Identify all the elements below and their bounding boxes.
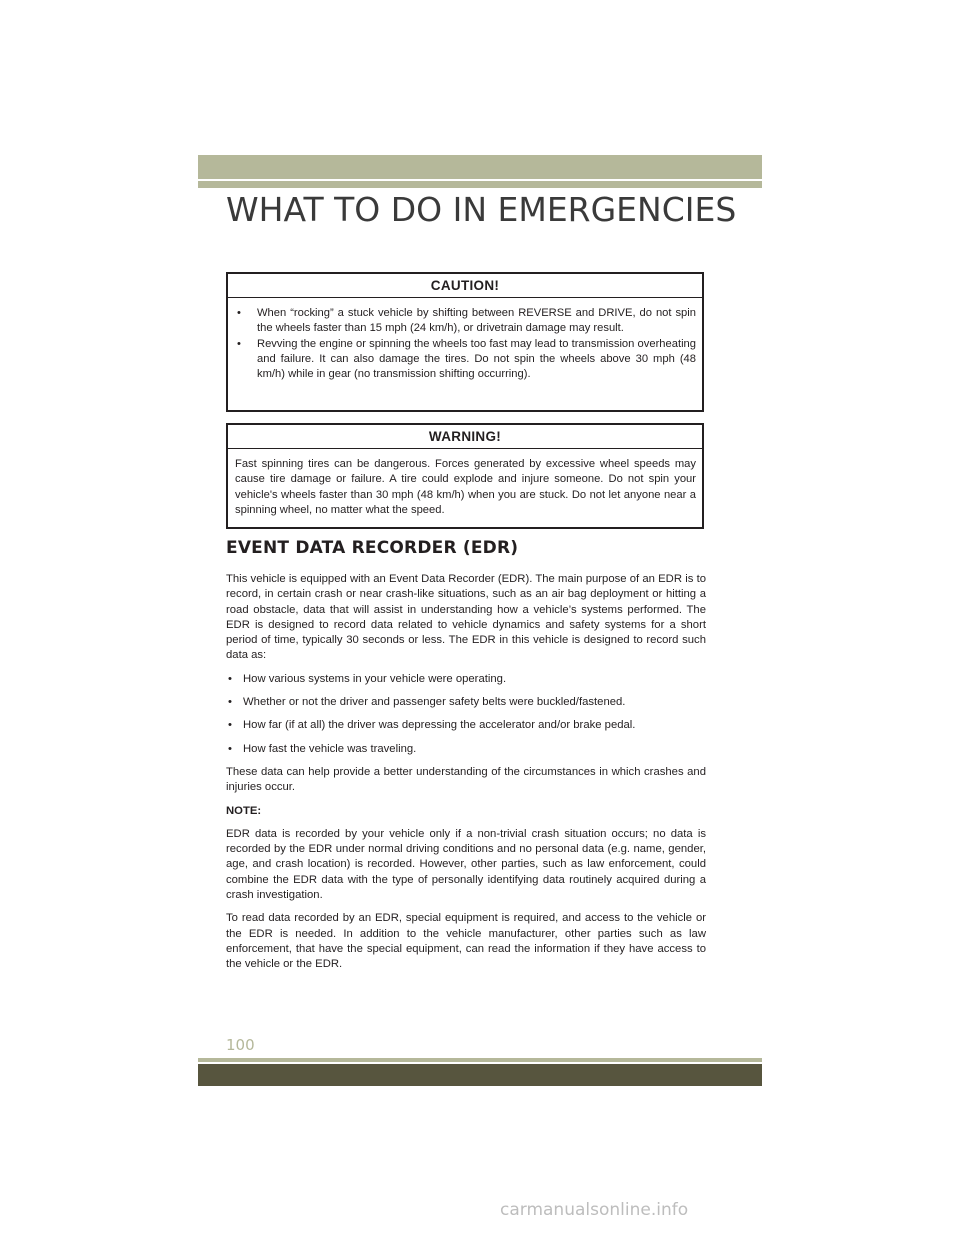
caution-item-text: Revving the engine or spinning the wheels too fast may lead to transmission overheating and failure. It can also damage the tires. Do not spin the wheels above 30 mph (48 km/h) while in gear (no transmission shifting occurring).: [257, 337, 696, 381]
warning-text: Fast spinning tires can be dangerous. Forces generated by excessive wheel speeds may cause tire damage or failure. A tire could explode and injure someone. Do not spin your vehicle's wheels faster than 30 mph (48 km/h) when you are stuck. Do not let anyone near a spinning wheel, no matter what the speed.: [235, 458, 696, 516]
warning-box: [226, 423, 704, 529]
list-item-text: How fast the vehicle was traveling.: [243, 742, 417, 755]
bullet-icon: •: [228, 672, 232, 685]
caution-list: [235, 306, 696, 382]
caution-body: [228, 298, 702, 388]
header-band: [198, 155, 762, 179]
circumstances-paragraph: These data can help provide a better understanding of the circumstances in which crashes and injuries occur.: [226, 765, 706, 794]
bullet-icon: •: [228, 719, 232, 732]
header-rule: [198, 181, 762, 188]
caution-item: [235, 306, 696, 337]
list-item: [226, 672, 706, 687]
caution-title: CAUTION!: [228, 274, 702, 298]
footer-rule: [198, 1058, 762, 1062]
section-heading: EVENT DATA RECORDER (EDR): [226, 538, 519, 558]
list-item: [226, 742, 706, 757]
bullet-icon: •: [237, 307, 241, 319]
list-item: [226, 718, 706, 733]
chapter-title: WHAT TO DO IN EMERGENCIES: [226, 190, 737, 229]
note-paragraph: EDR data is recorded by your vehicle only if a non-trivial crash situation occurs; no data is recorded by the EDR under normal driving conditions and no personal data (e.g. name, gender, age, and crash location) is recorded. However, other parties, such as law enforcement, could combine the EDR data with the type of personally identifying data routinely acquired during a crash investigation.: [226, 827, 706, 902]
bullet-icon: •: [237, 337, 241, 350]
page-number: 100: [226, 1036, 255, 1054]
intro-paragraph: This vehicle is equipped with an Event Data Recorder (EDR). The main purpose of an EDR is to record, in certain crash or near crash-like situations, such as an air bag deployment or hitting a road obstacle, data that will assist in understanding how a vehicle’s systems performed. The EDR is designed to record data related to vehicle dynamics and safety systems for a short period of time, typically 30 seconds or less. The EDR in this vehicle is designed to record such data as:: [226, 573, 706, 662]
list-item: [226, 695, 706, 710]
list-item-text: How far (if at all) the driver was depressing the accelerator and/or brake pedal.: [243, 719, 636, 732]
watermark-text: carmanualsonline.info: [500, 1200, 689, 1220]
caution-item-text: When “rocking” a stuck vehicle by shifting between REVERSE and DRIVE, do not spin the wheels faster than 15 mph (24 km/h), or drivetrain damage may result.: [257, 307, 696, 335]
bullet-icon: •: [228, 696, 232, 709]
caution-box: [226, 272, 704, 412]
warning-title: WARNING!: [228, 425, 702, 449]
caution-item: [235, 337, 696, 383]
bullet-icon: •: [228, 742, 232, 755]
access-paragraph: To read data recorded by an EDR, special equipment is required, and access to the vehicle or the EDR is needed. In addition to the vehicle manufacturer, other parties such as law enforcement, that have the special equipment, can read the information if they have access to the vehicle or the EDR.: [226, 912, 706, 971]
footer-band: [198, 1064, 762, 1086]
note-label: NOTE:: [226, 804, 262, 817]
list-item-text: Whether or not the driver and passenger safety belts were buckled/fastened.: [243, 696, 626, 709]
list-item-text: How various systems in your vehicle were operating.: [243, 672, 507, 685]
section-content: [226, 572, 706, 981]
